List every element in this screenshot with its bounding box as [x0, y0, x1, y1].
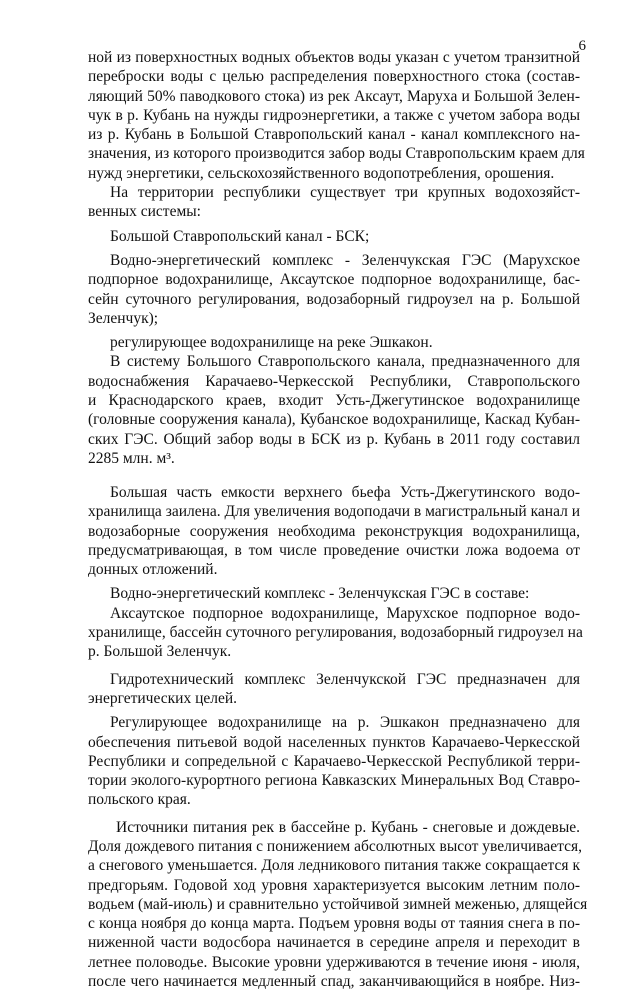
- text-line: предгорьям. Годовой ход уровня характеризуется высоким летним поло-: [88, 876, 580, 894]
- text-line: летнее половодье. Высокие уровни удерживаются в течение июня - июля,: [88, 953, 580, 971]
- paragraph-first-line: На территории республики существует три крупных водохозяйст-: [110, 184, 580, 202]
- list-item: Большой Ставропольский канал - БСК;: [110, 227, 370, 245]
- text-line: хранилище, бассейн суточного регулирования, водозаборный гидроузел на: [88, 624, 583, 642]
- paragraph-first-line: В систему Большого Ставропольского канала, предназначенного для: [110, 353, 580, 371]
- text-line: венных системы:: [88, 203, 201, 221]
- paragraph-first-line: Регулирующее водохранилище на р. Эшкакон предназначено для: [110, 714, 580, 732]
- list-item: Водно-энергетический комплекс - Зеленчукская ГЭС (Марухское: [110, 251, 580, 269]
- text-line: переброски воды с целью распределения поверхностного стока (состав-: [88, 68, 580, 86]
- text-line: донных отложений.: [88, 561, 218, 579]
- text-line: сейн суточного регулирования, водозаборный гидроузел на р. Большой: [88, 290, 580, 308]
- text-line: р. Большой Зеленчук.: [88, 643, 232, 661]
- text-line: тории эколого-курортного региона Кавказских Минеральных Вод Ставро-: [88, 772, 580, 790]
- text-line: ляющий 50% паводкового стока) из рек Аксаут, Маруха и Большой Зелен-: [88, 87, 580, 105]
- text-line: ной из поверхностных водных объектов воды указан с учетом транзитной: [88, 49, 580, 66]
- text-line: из р. Кубань в Большой Ставропольский канал - канал комплексного на-: [88, 126, 580, 144]
- paragraph-first-line: Водно-энергетический комплекс - Зеленчукская ГЭС в составе:: [110, 585, 530, 603]
- text-line: водьем (май-июль) и сравнительно устойчивой зимней меженью, длящейся: [88, 895, 588, 913]
- list-item: регулирующее водохранилище на реке Эшкакон.: [110, 334, 433, 352]
- text-line: ских ГЭС. Общий забор воды в БСК из р. Кубань в 2011 году составил: [88, 430, 580, 448]
- text-line: хранилища заилена. Для увеличения водоподачи в магистральный канал и: [88, 503, 580, 521]
- text-line: водоснабжения Карачаево-Черкесской Республики, Ставропольского: [88, 372, 580, 390]
- text-line: 2285 млн. м³.: [88, 449, 175, 467]
- text-line: чук в р. Кубань на нужды гидроэнергетики, а также с учетом забора воды: [88, 106, 580, 124]
- text-line: и Краснодарского краев, входит Усть-Джегутинское водохранилище: [88, 392, 580, 410]
- text-line: ниженной части водосбора начинается в середине апреля и переходит в: [88, 934, 580, 952]
- text-line: Доля дождевого питания с понижением абсолютных высот увеличивается,: [88, 837, 583, 855]
- text-line: с конца ноября до конца марта. Подъем уровня воды от таяния снега в по-: [88, 915, 580, 933]
- text-line: а снегового уменьшается. Доля ледникового питания также сокращается к: [88, 857, 580, 875]
- text-line: обеспечения питьевой водой населенных пунктов Карачаево-Черкесской: [88, 733, 580, 751]
- text-line: Зеленчук);: [88, 309, 159, 327]
- text-line: нужд энергетики, сельскохозяйственного водопотребления, орошения.: [88, 164, 555, 182]
- paragraph-first-line: Источники питания рек в бассейне р. Кубань - снеговые и дождевые.: [116, 818, 580, 836]
- text-line: энергетических целей.: [88, 689, 238, 707]
- text-line: после чего начинается медленный спад, заканчивающийся в ноябре. Низ-: [88, 973, 580, 991]
- text-line: значения, из которого производится забор воды Ставропольским краем для: [88, 145, 585, 163]
- text-line: Республики и сопредельной с Карачаево-Черкесской Республикой терри-: [88, 752, 580, 770]
- paragraph-first-line: Аксаутское подпорное водохранилище, Марухское подпорное водо-: [110, 604, 580, 622]
- text-line: (головные сооружения канала), Кубанское водохранилище, Каскад Кубан-: [88, 411, 580, 429]
- paragraph-first-line: Гидротехнический комплекс Зеленчукской ГЭС предназначен для: [110, 670, 580, 688]
- text-line: подпорное водохранилище, Аксаутское подпорное водохранилище, бас-: [88, 271, 580, 289]
- text-line: предусматривающая, в том числе проведение очистки ложа водоема от: [88, 541, 580, 559]
- page-number: 6: [578, 38, 586, 54]
- text-line: водозаборные сооружения необходима реконструкция водохранилища,: [88, 522, 580, 540]
- body-text: [88, 48, 588, 991]
- text-line: польского края.: [88, 791, 191, 809]
- paragraph-first-line: Большая часть емкости верхнего бьефа Усть-Джегутинского водо-: [110, 483, 580, 501]
